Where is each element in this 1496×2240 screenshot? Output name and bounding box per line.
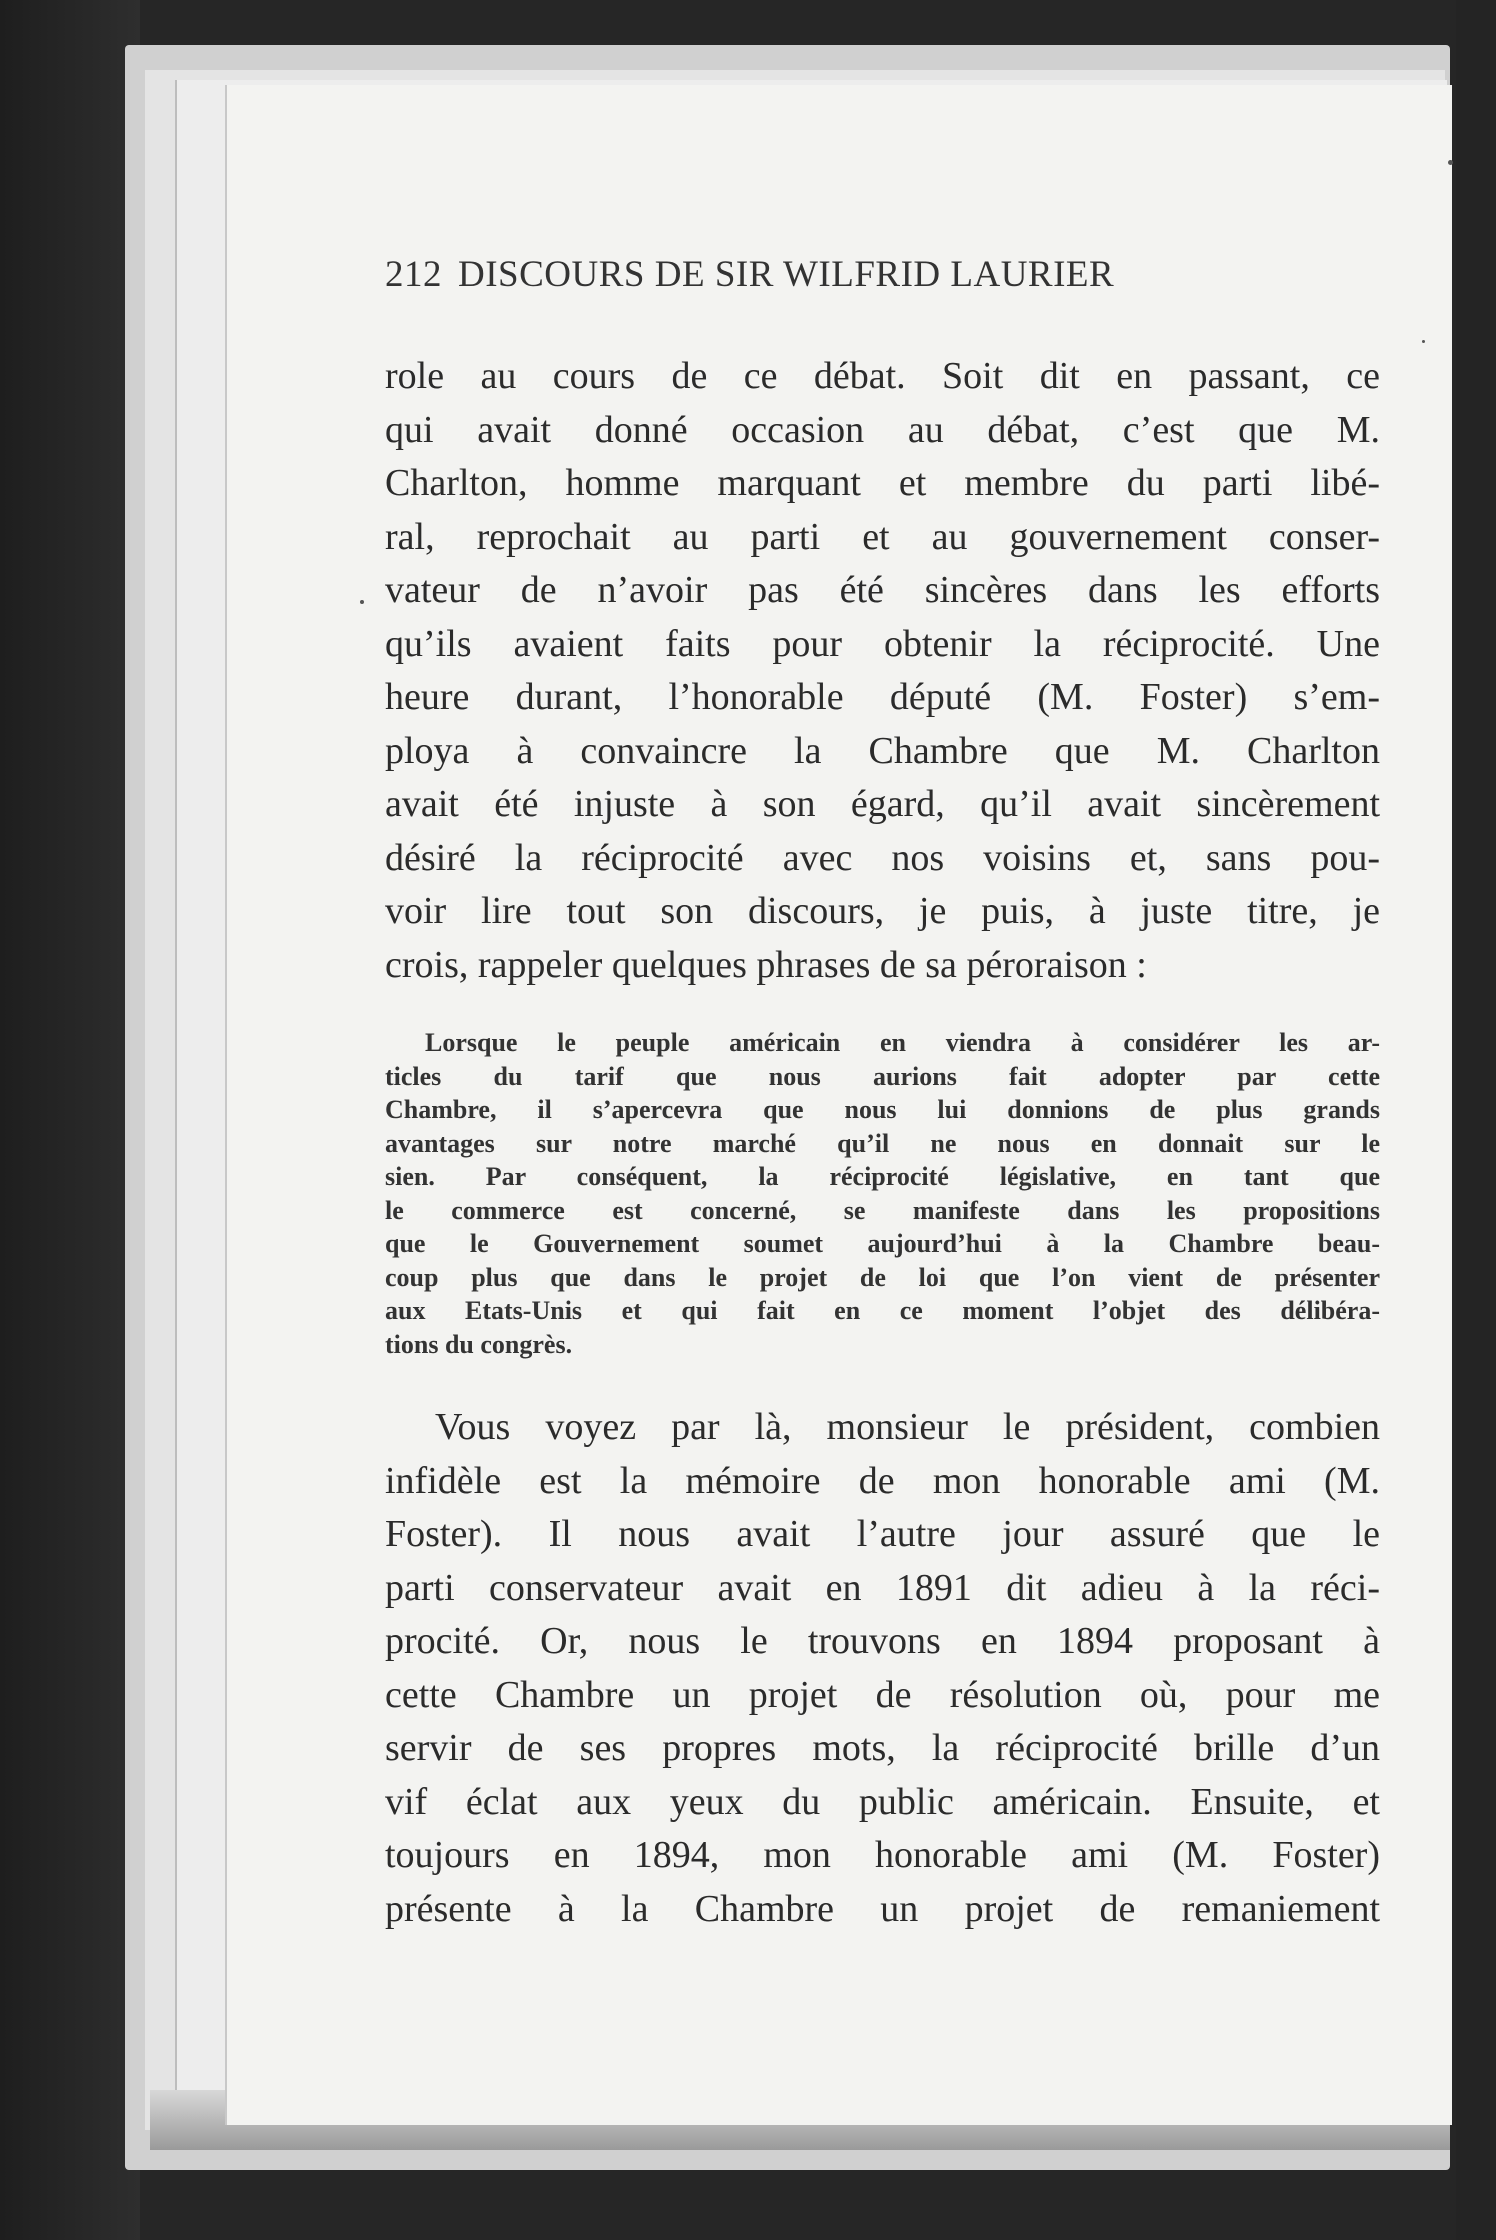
text-line: voir lire tout son discours, je puis, à juste titre, je (385, 890, 1380, 932)
dust-speck (1448, 160, 1453, 165)
text-line: vateur de n’avoir pas été sincères dans les efforts (385, 569, 1380, 611)
block-quotation (385, 1026, 1380, 1361)
text-line: vif éclat aux yeux du public américain. Ensuite, et (385, 1780, 1380, 1823)
text-line: parti conservateur avait en 1891 dit adieu à la réci- (385, 1566, 1380, 1609)
quote-line: avantages sur notre marché qu’il ne nous en donnait sur le (385, 1128, 1380, 1158)
dark-backdrop-left (0, 0, 140, 2240)
page-number: 212 (385, 254, 442, 295)
text-line: toujours en 1894, mon honorable ami (M. Foster) (385, 1834, 1380, 1876)
text-line: ral, reprochait au parti et au gouvernement conser- (385, 515, 1380, 558)
text-line: présente à la Chambre un projet de remaniement (385, 1887, 1380, 1930)
quote-line: aux Etats-Unis et qui fait en ce moment l’objet des délibéra- (385, 1296, 1380, 1325)
text-line: cette Chambre un projet de résolution où, pour me (385, 1673, 1380, 1716)
running-title: DISCOURS DE SIR WILFRID LAURIER (458, 254, 1115, 295)
text-line: infidèle est la mémoire de mon honorable ami (M. (385, 1459, 1380, 1502)
text-line: crois, rappeler quelques phrases de sa péroraison : (385, 943, 1147, 986)
quote-line: sien. Par conséquent, la réciprocité législative, en tant que (385, 1162, 1380, 1191)
dust-speck (1422, 340, 1425, 343)
dark-backdrop-right (1456, 0, 1496, 2240)
quote-line: coup plus que dans le projet de loi que l’on vient de présenter (385, 1262, 1380, 1292)
quote-line: le commerce est concerné, se manifeste dans les propositions (385, 1195, 1380, 1225)
text-line: Charlton, homme marquant et membre du parti libé- (385, 462, 1380, 504)
quote-line: ticles du tarif que nous aurions fait adopter par cette (385, 1061, 1380, 1091)
text-line: qu’ils avaient faits pour obtenir la réciprocité. Une (385, 622, 1380, 665)
text-line: qui avait donné occasion au débat, c’est que M. (385, 408, 1380, 451)
text-line: Foster). Il nous avait l’autre jour assuré que le (385, 1513, 1380, 1555)
text-line: Vous voyez par là, monsieur le président, combien (435, 1406, 1380, 1448)
text-line: ploya à convaincre la Chambre que M. Charlton (385, 729, 1380, 772)
quote-line: Lorsque le peuple américain en viendra à considérer les ar- (425, 1028, 1380, 1057)
quote-line: tions du congrès. (385, 1329, 573, 1359)
text-line: procité. Or, nous le trouvons en 1894 proposant à (385, 1620, 1380, 1662)
text-line: heure durant, l’honorable député (M. Foster) s’em- (385, 676, 1380, 718)
dust-speck (360, 600, 364, 604)
paragraph (385, 1401, 1380, 1936)
quote-line: Chambre, il s’apercevra que nous lui donnions de plus grands (385, 1095, 1380, 1124)
paragraph-continued (385, 350, 1380, 992)
text-line: avait été injuste à son égard, qu’il avait sincèrement (385, 783, 1380, 825)
quote-line: que le Gouvernement soumet aujourd’hui à la Chambre beau- (385, 1229, 1380, 1258)
text-line: servir de ses propres mots, la réciprocité brille d’un (385, 1727, 1380, 1769)
text-line: désiré la réciprocité avec nos voisins et, sans pou- (385, 836, 1380, 879)
page-content (385, 245, 1380, 1936)
running-head (385, 245, 1380, 305)
text-line: role au cours de ce débat. Soit dit en passant, ce (385, 355, 1380, 397)
